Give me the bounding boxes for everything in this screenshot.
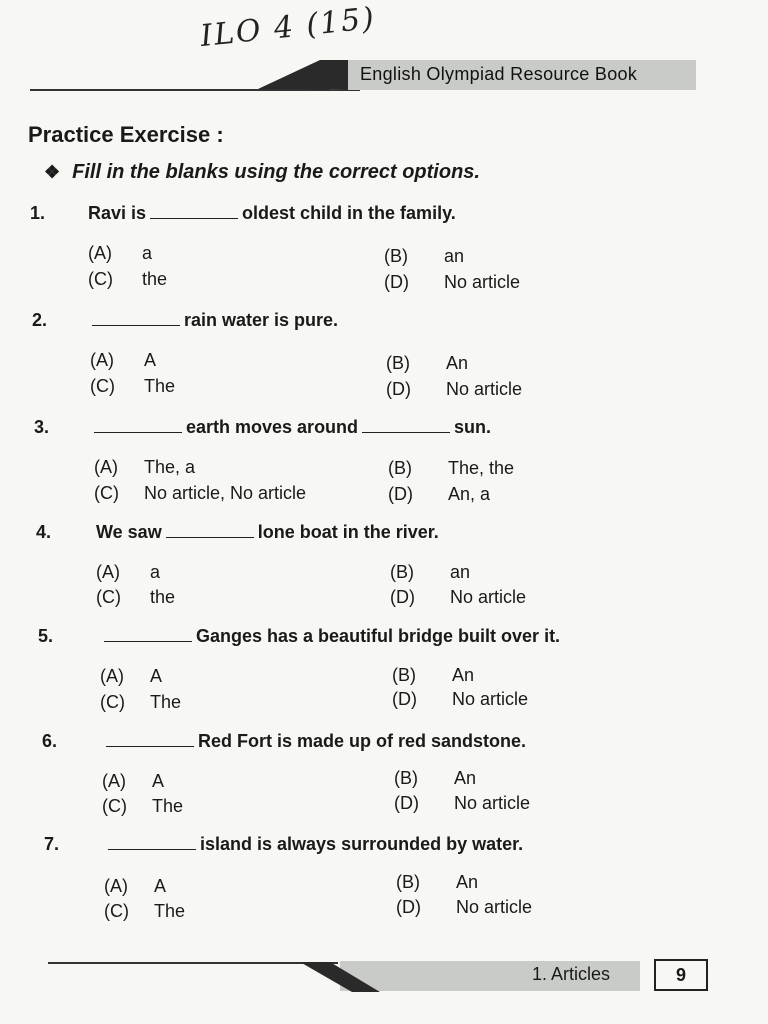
answer-blank bbox=[362, 418, 450, 433]
answer-blank bbox=[106, 732, 194, 747]
answer-blank bbox=[92, 311, 180, 326]
answer-blank bbox=[104, 627, 192, 642]
option-d[interactable]: (D) An, a bbox=[388, 484, 491, 504]
option-d[interactable]: (D) No article bbox=[386, 379, 523, 399]
option-c[interactable]: (C) No article, No article bbox=[94, 483, 307, 503]
question-text bbox=[96, 522, 439, 543]
question-text bbox=[100, 626, 560, 647]
question-number: 6. bbox=[42, 731, 58, 751]
text-after-blank: lone boat in the river. bbox=[257, 522, 439, 542]
option-a[interactable]: (A) A bbox=[104, 876, 167, 896]
chapter-label: 1. Articles bbox=[532, 964, 611, 984]
text-before-blank: We saw bbox=[96, 522, 162, 542]
question-text bbox=[88, 203, 456, 224]
option-b[interactable]: (B) an bbox=[384, 246, 465, 266]
text-after-blank: sun. bbox=[454, 417, 492, 437]
question-number: 3. bbox=[34, 417, 50, 437]
option-d[interactable]: (D) No article bbox=[394, 793, 531, 813]
option-a[interactable]: (A) A bbox=[102, 771, 165, 791]
option-d[interactable]: (D) No article bbox=[396, 897, 533, 917]
question-text bbox=[90, 417, 491, 438]
option-a[interactable]: (A) a bbox=[88, 243, 153, 263]
option-a[interactable]: (A) A bbox=[100, 666, 163, 686]
section-title: Practice Exercise : bbox=[28, 122, 224, 147]
option-c[interactable]: (C) The bbox=[90, 376, 176, 396]
text-after-blank: Red Fort is made up of red sandstone. bbox=[198, 731, 527, 751]
answer-blank bbox=[108, 835, 196, 850]
footer-rule bbox=[48, 962, 338, 964]
instruction bbox=[44, 161, 480, 184]
handwritten-note: ILO 4 (15) bbox=[198, 0, 378, 55]
option-b[interactable]: (B) An bbox=[386, 353, 469, 373]
question-number: 4. bbox=[36, 522, 52, 542]
question-number: 1. bbox=[30, 203, 46, 223]
question-number: 7. bbox=[44, 834, 60, 854]
option-b[interactable]: (B) An bbox=[396, 872, 479, 892]
option-d[interactable]: (D) No article bbox=[392, 689, 529, 709]
option-c[interactable]: (C) The bbox=[100, 692, 182, 712]
header-wedge-decoration bbox=[258, 56, 348, 92]
option-a[interactable]: (A) The, a bbox=[94, 457, 196, 477]
text-after-blank: island is always surrounded by water. bbox=[200, 834, 524, 854]
option-c[interactable]: (C) The bbox=[104, 901, 186, 921]
book-title: English Olympiad Resource Book bbox=[360, 64, 638, 84]
answer-blank bbox=[150, 204, 238, 219]
question-text bbox=[104, 834, 523, 855]
text-between-blanks: earth moves around bbox=[186, 417, 359, 437]
option-a[interactable]: (A) a bbox=[96, 562, 161, 582]
question-number: 5. bbox=[38, 626, 54, 646]
footer-wedge-decoration bbox=[300, 960, 380, 994]
option-b[interactable]: (B) The, the bbox=[388, 458, 515, 478]
instruction-text: Fill in the blanks using the correct options. bbox=[72, 161, 480, 183]
question-number: 2. bbox=[32, 310, 48, 330]
option-b[interactable]: (B) An bbox=[394, 768, 477, 788]
option-a[interactable]: (A) A bbox=[90, 350, 157, 370]
answer-blank bbox=[166, 523, 254, 538]
option-c[interactable]: (C) the bbox=[96, 587, 176, 607]
option-c[interactable]: (C) The bbox=[102, 796, 184, 816]
option-d[interactable]: (D) No article bbox=[390, 587, 527, 607]
text-after-blank: rain water is pure. bbox=[184, 310, 339, 330]
option-c[interactable]: (C) the bbox=[88, 269, 168, 289]
text-before-blank: Ravi is bbox=[88, 203, 147, 223]
option-b[interactable]: (B) An bbox=[392, 665, 475, 685]
text-after-blank: oldest child in the family. bbox=[242, 203, 456, 223]
option-d[interactable]: (D) No article bbox=[384, 272, 521, 292]
question-text bbox=[88, 310, 338, 331]
question-text bbox=[102, 731, 526, 752]
option-b[interactable]: (B) an bbox=[390, 562, 471, 582]
answer-blank bbox=[94, 418, 182, 433]
text-after-blank: Ganges has a beautiful bridge built over it. bbox=[196, 626, 561, 646]
diamond-bullet-icon: ❖ bbox=[44, 162, 61, 182]
page-number: 9 bbox=[654, 959, 708, 991]
